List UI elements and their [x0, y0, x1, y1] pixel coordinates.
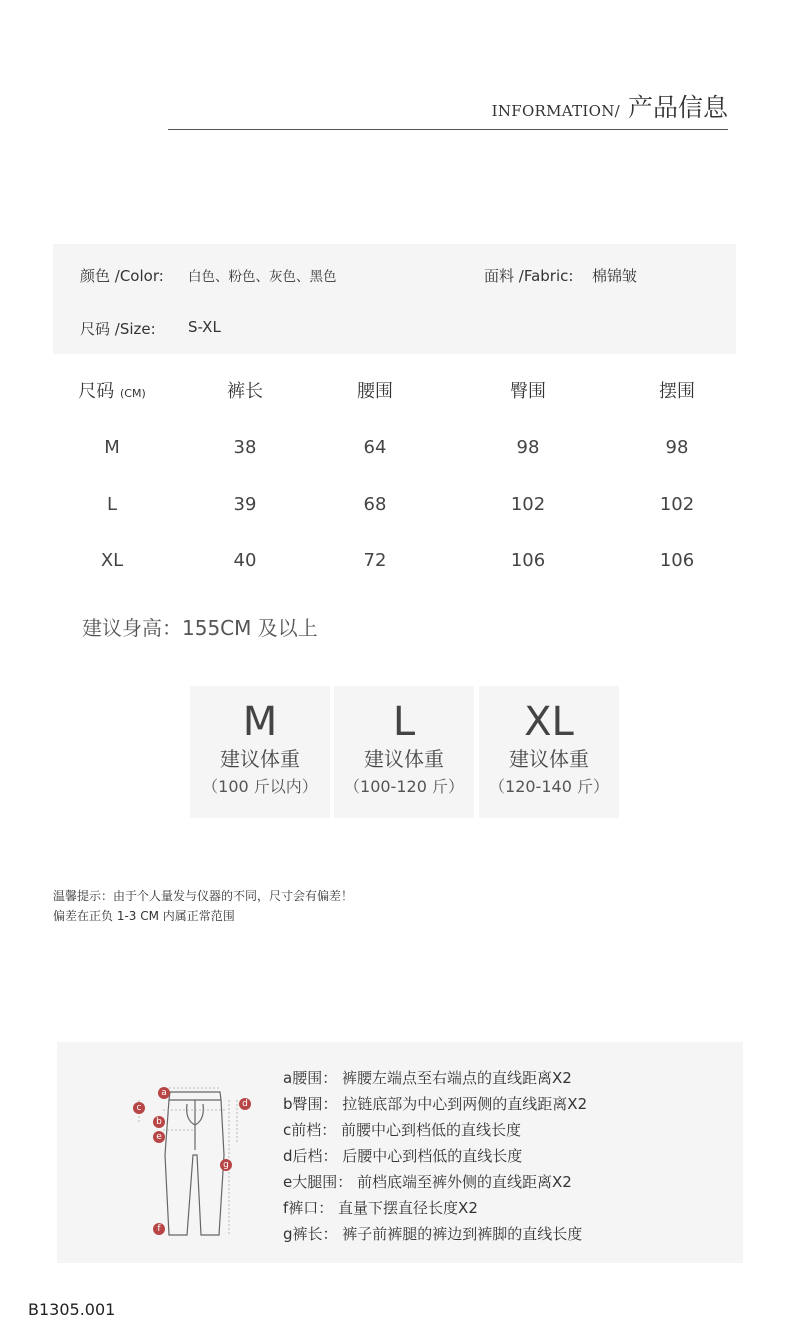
- page-title: [492, 88, 728, 124]
- table-cell: 72: [363, 550, 387, 571]
- table-cell: 39: [233, 494, 257, 515]
- diagram-badge-b: b: [153, 1116, 165, 1128]
- header-divider: [168, 129, 728, 130]
- page-title-en: INFORMATION/: [491, 102, 621, 120]
- card-label: 建议体重: [364, 747, 444, 771]
- measurement-thigh: e大腿围： 前档底端至裤外侧的直线距离X2: [283, 1173, 572, 1191]
- card-range: （100-120 斤）: [344, 777, 464, 796]
- card-range: （120-140 斤）: [489, 777, 609, 796]
- tip-line-2: 偏差在正负 1-3 CM 内属正常范围: [53, 909, 235, 923]
- measurement-leg-opening: f裤口： 直量下摆直径长度X2: [283, 1199, 478, 1217]
- table-cell: L: [106, 494, 118, 515]
- measurement-front-rise: c前档： 前腰中心到档低的直线长度: [283, 1121, 522, 1139]
- card-size: XL: [524, 699, 574, 745]
- page-title-cn: 产品信息: [627, 93, 728, 122]
- table-header-waist: 腰围: [357, 381, 393, 402]
- table-header-size: 尺码 (CM): [78, 381, 146, 402]
- size-value: S-XL: [188, 318, 221, 336]
- product-code: B1305.001: [28, 1300, 116, 1319]
- table-cell: 38: [233, 437, 257, 458]
- table-cell: M: [104, 437, 120, 458]
- card-range: （100 斤以内）: [202, 777, 318, 796]
- card-size: M: [242, 699, 278, 745]
- weight-card-l: [334, 686, 474, 818]
- color-label: 颜色 /Color:: [80, 267, 164, 285]
- card-label: 建议体重: [509, 747, 589, 771]
- diagram-badge-g: g: [220, 1159, 232, 1171]
- measurement-hip: b臀围： 拉链底部为中心到两侧的直线距离X2: [283, 1095, 588, 1113]
- fabric-value: 棉锦皱: [592, 267, 638, 285]
- recommended-height: 建议身高：155CM 及以上: [82, 616, 318, 640]
- table-cell: 102: [659, 494, 695, 515]
- card-label: 建议体重: [220, 747, 300, 771]
- diagram-badge-f: f: [153, 1223, 165, 1235]
- color-value: 白色、粉色、灰色、黑色: [188, 269, 337, 285]
- tip-line-1: 温馨提示：由于个人量发与仪器的不同，尺寸会有偏差！: [53, 889, 354, 903]
- table-cell: 68: [363, 494, 387, 515]
- measurement-waist: a腰围： 裤腰左端点至右端点的直线距离X2: [283, 1069, 572, 1087]
- table-cell: XL: [100, 550, 124, 571]
- measurement-length: g裤长： 裤子前裤腿的裤边到裤脚的直线长度: [283, 1225, 583, 1243]
- table-cell: 98: [516, 437, 540, 458]
- card-size: L: [392, 699, 416, 745]
- table-cell: 40: [233, 550, 257, 571]
- table-cell: 106: [510, 550, 546, 571]
- table-cell: 106: [659, 550, 695, 571]
- table-header-hip: 臀围: [510, 381, 546, 402]
- table-cell: 64: [363, 437, 387, 458]
- weight-card-xl: [479, 686, 619, 818]
- measurement-back-rise: d后档： 后腰中心到档低的直线长度: [283, 1147, 523, 1165]
- diagram-badge-e: e: [153, 1131, 165, 1143]
- table-header-hem: 摆围: [659, 381, 695, 402]
- size-label: 尺码 /Size:: [80, 320, 156, 338]
- table-header-length: 裤长: [227, 381, 263, 402]
- fabric-label: 面料 /Fabric:: [484, 267, 574, 285]
- diagram-badge-c: c: [133, 1102, 145, 1114]
- table-cell: 102: [510, 494, 546, 515]
- diagram-badge-d: d: [239, 1098, 251, 1110]
- diagram-badge-a: a: [158, 1087, 170, 1099]
- table-cell: 98: [665, 437, 689, 458]
- weight-card-m: [190, 686, 330, 818]
